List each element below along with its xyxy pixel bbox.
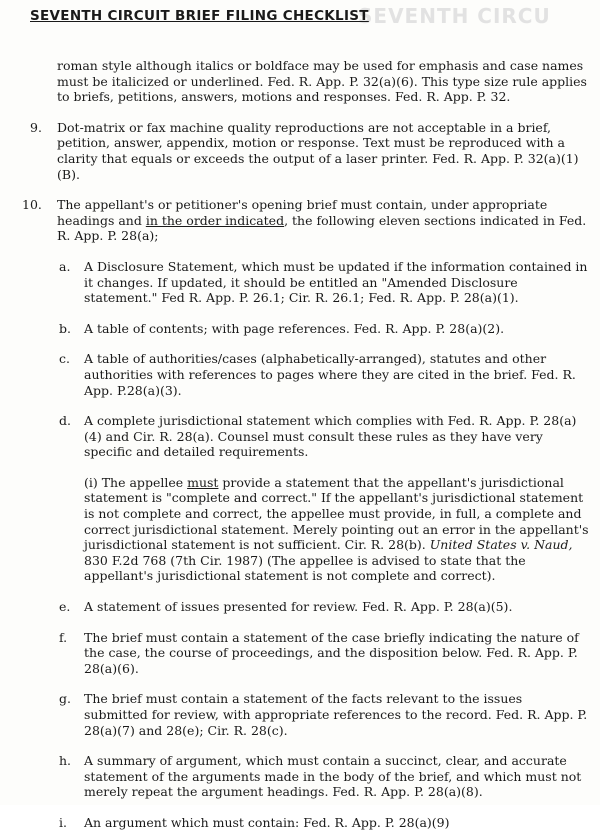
sub-item-b: [59, 320, 588, 337]
sub-item-letter: d.: [59, 413, 71, 429]
sub-item-text: A summary of argument, which must contain a succinct, clear, and accurate statement of the arguments made in the body of the brief, and which must not merely repeat the argument headings. Fed. R. App. P. 28(a)(8).: [84, 753, 582, 800]
item-text: Dot-matrix or fax machine quality reproductions are not acceptable in a brief, petition, answer, appendix, motion or response. Text must be reproduced with a clarity that equals or exceeds the output of a laser printer. Fed. R. App. P. 32(a)(1)(B).: [57, 119, 579, 182]
sub-item-text: A table of authorities/cases (alphabetically-arranged), statutes and other authorities with references to pages where they are cited in the brief. Fed. R. App. P.28(a)(3).: [84, 351, 576, 398]
page-title: SEVENTH CIRCUIT BRIEF FILING CHECKLIST: [30, 8, 369, 24]
sub-item-i: [59, 814, 588, 831]
sub-item-a: [59, 258, 588, 306]
sub-item-text: The brief must contain a statement of the case briefly indicating the nature of the case, the course of proceedings, and the disposition below. Fed. R. App. P. 28(a)(6).: [84, 629, 579, 676]
sub-item-letter: f.: [59, 629, 68, 645]
sub-item-h: [59, 753, 588, 800]
item-number: 9.: [30, 119, 42, 135]
continued-paragraph: roman style although italics or boldface may be used for emphasis and case names must be italicized or underlined. Fed. R. App. P. 32(a)(6). This type size rule applies to briefs, petitions, answers, motions and responses. Fed. R. App. P. 32.: [57, 58, 587, 105]
case-citation: United States v. Naud,: [429, 537, 573, 553]
item-number: 10.: [22, 197, 42, 213]
note-text-start: (i) The appellee: [84, 474, 188, 490]
document-body: [0, 58, 600, 831]
sub-item-letter: c.: [59, 351, 70, 367]
bleed-through-heading: SEVENTH CIRCU: [358, 4, 551, 28]
checklist-item-9: [30, 119, 590, 182]
sub-item-d-note: [84, 475, 590, 584]
sub-item-text: The brief must contain a statement of the facts relevant to the issues submitted for review, with appropriate references to the record. Fed. R. App. P. 28(a)(7) and 28(e); Cir. R. 28(c).: [84, 691, 588, 738]
sub-item-letter: a.: [59, 258, 71, 274]
sub-item-c: [59, 351, 588, 398]
note-text-end: 830 F.2d 768 (7th Cir. 1987) (The appellee is advised to state that the appellant's jurisdictional statement is not complete and correct).: [84, 552, 526, 584]
sub-item-g: [59, 691, 588, 738]
item-text-underlined: in the order indicated: [145, 212, 285, 228]
sub-item-text: A statement of issues presented for review. Fed. R. App. P. 28(a)(5).: [84, 599, 513, 615]
sub-item-letter: b.: [59, 320, 71, 336]
sub-item-text: A complete jurisdictional statement which complies with Fed. R. App. P. 28(a)(4) and Cir. R. 28(a). Counsel must consult these rules as they have very specific and detailed requirements.: [84, 413, 577, 460]
sub-item-letter: g.: [59, 691, 71, 707]
sub-item-text: An argument which must contain: Fed. R. App. P. 28(a)(9): [84, 814, 450, 830]
sub-item-letter: e.: [59, 599, 71, 615]
sub-item-text: A Disclosure Statement, which must be updated if the information contained in it changes. If updated, it should be entitled an "Amended Disclosure statement." Fed R. App. P. 26.1; Cir. R. 26.1; Fed. R. App. P. 28(a)(1).: [84, 258, 588, 306]
sub-item-letter: i.: [59, 814, 67, 830]
sub-item-e: [59, 599, 588, 615]
sub-item-text: A table of contents; with page references. Fed. R. App. P. 28(a)(2).: [84, 320, 505, 336]
item-text-end: , the following eleven sections indicated in Fed. R. App. P. 28(a);: [57, 212, 587, 244]
sub-item-d: [59, 413, 588, 460]
note-text-mid: provide a statement that the appellant's jurisdictional statement is "complete and correct." If the appellant's jurisdictional statement is not complete and correct, the appellee must provide, in full, a complete and correct jurisdictional statement. Merely pointing out an error in the appellant's jurisdictional statement is not sufficient. Cir. R. 28(b).: [84, 474, 589, 553]
checklist-item-10: [22, 197, 590, 244]
sub-item-f: [59, 629, 588, 677]
sub-item-letter: h.: [59, 753, 72, 769]
note-text-underlined: must: [187, 474, 219, 490]
item-text-start: The appellant's or petitioner's opening brief must contain, under appropriate headings and: [57, 197, 548, 228]
